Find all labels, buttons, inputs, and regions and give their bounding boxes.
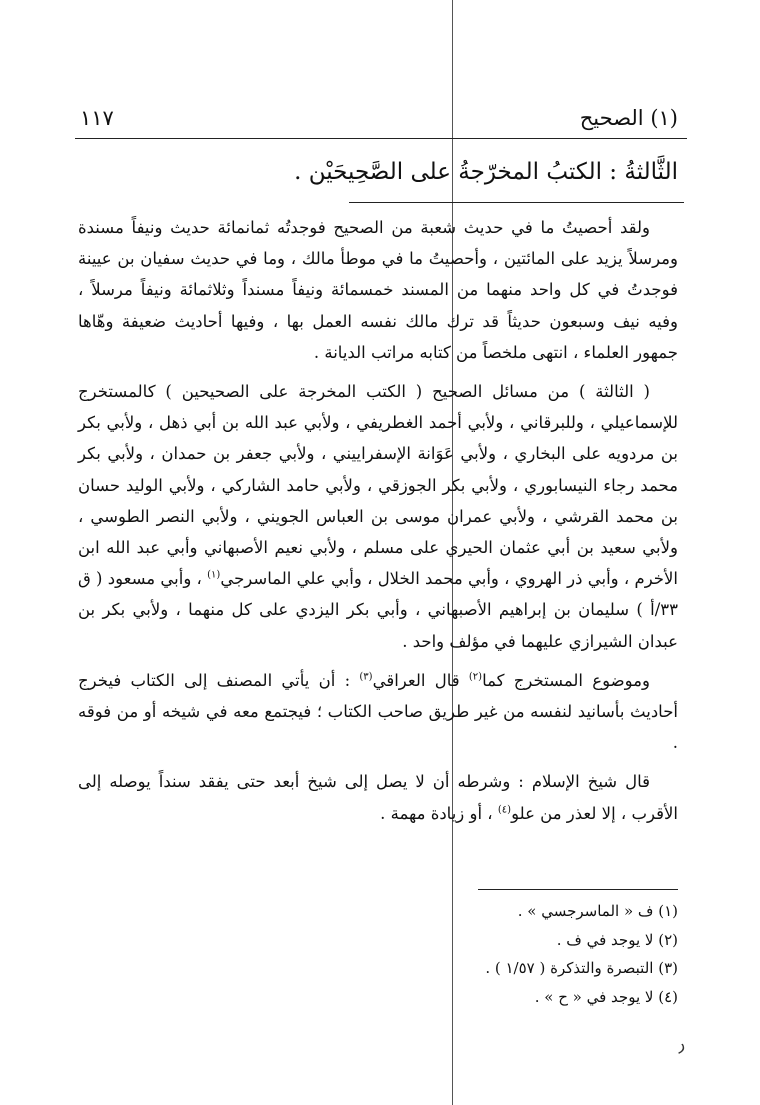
paragraph-2: ( الثالثة ) من مسائل الصحيح ( الكتب المخرجة على الصحيحين ) كالمستخرج للإسماعيلي ، وللبرقاني ، ولأبي أحمد الغطريفي ، ولأبي عبد الله بن أبي ذهل ، ولأبي بكر بن مردويه على البخاري ، ولأبي عَوَانة الإسفراييني ، ولأبي جعفر بن حمدان ، ولأبي بكر محمد رجاء النيسابوري ، ولأبي بكر الجوزقي ، ولأبي حامد الشاركي ، ولأبي الوليد حسان بن محمد القرشي ، ولأبي عمران موسى بن العباس الجويني ، ولأبي النصر الطوسي ، ولأبي سعيد بن أبي عثمان الحيري على مسلم ، ولأبي نعيم الأصبهاني وأبي عبد الله ابن الأخرم ، وأبي ذر الهروي ، وأبي محمد الخلال ، وأبي علي الماسرجي$^{(١)}$ ، وأبي مسعود ( ق ٣٣/أ ) سليمان بن إبراهيم الأصبهاني ، وأبي بكر اليزدي على كل منهما ، ولأبي بكر بن عبدان الشيرازي عليهما في مؤلف واحد . [78, 382, 678, 651]
paragraph-4: قال شيخ الإسلام : وشرطه أن لا يصل إلى شيخ أبعد حتى يفقد سنداً يوصله إلى الأقرب ، إلا لعذر من علو$^{(٤)}$ ، أو زيادة مهمة . [78, 772, 678, 823]
body-text [78, 212, 678, 837]
section-title: الثَّالثةُ : الكتبُ المخرّجةُ على الصَّحِيحَيْن . [294, 159, 678, 185]
footnote-rule [478, 889, 678, 890]
footnote-ref-2: (٢) [468, 671, 483, 683]
running-title: (١) الصحيح [579, 106, 678, 130]
footnote-3: (٣) التبصرة والتذكرة ( ١/٥٧ ) . [485, 959, 678, 977]
footnote-1: (١) ف « الماسرجسي » . [517, 902, 678, 920]
footnote-ref-1: (١) [207, 569, 221, 581]
footnote-4: (٤) لا يوجد في « ح » . [534, 987, 678, 1006]
page-number: ١١٧ [80, 106, 114, 130]
paragraph-3: وموضوع المستخرج كما$^{(٢)}$ قال العراقي$^{(٣)}$ : أن يأتي المصنف إلى الكتاب فيخرج أحاديث بأسانيد لنفسه من غير طريق صاحب الكتاب ؛ فيجتمع معه في شيخه أو من فوقه . [78, 670, 678, 753]
header-rule [75, 138, 687, 139]
corner-mark: ر [672, 1033, 687, 1054]
footnote-ref-4: (٤) [497, 804, 512, 816]
footnote-2: (٢) لا يوجد في ف . [556, 930, 678, 949]
paragraph-1: ولقد أحصيتُ ما في حديث شعبة من الصحيح فوجدتُه ثمانمائة حديث ونيفاً مسندة ومرسلاً يزيد على المائتين ، وأحصيتُ ما في موطأ مالك ، وما في حديث سفيان بن عيينة فوجدتُ في كل واحد منهما من المسند خمسمائة ونيفاً مسنداً وثلاثمائة ونيفاً مرسلاً ، وفيه نيف وسبعون حديثاً قد ترك مالك نفسه العمل بها ، وفيها أحاديث ضعيفة وهّاها جمهور العلماء ، انتهى ملخصاً من كتابه مراتب الديانة . [78, 218, 678, 362]
footnote-ref-3: (٣) [359, 671, 373, 683]
footnotes [78, 897, 678, 1011]
title-rule [349, 202, 684, 203]
